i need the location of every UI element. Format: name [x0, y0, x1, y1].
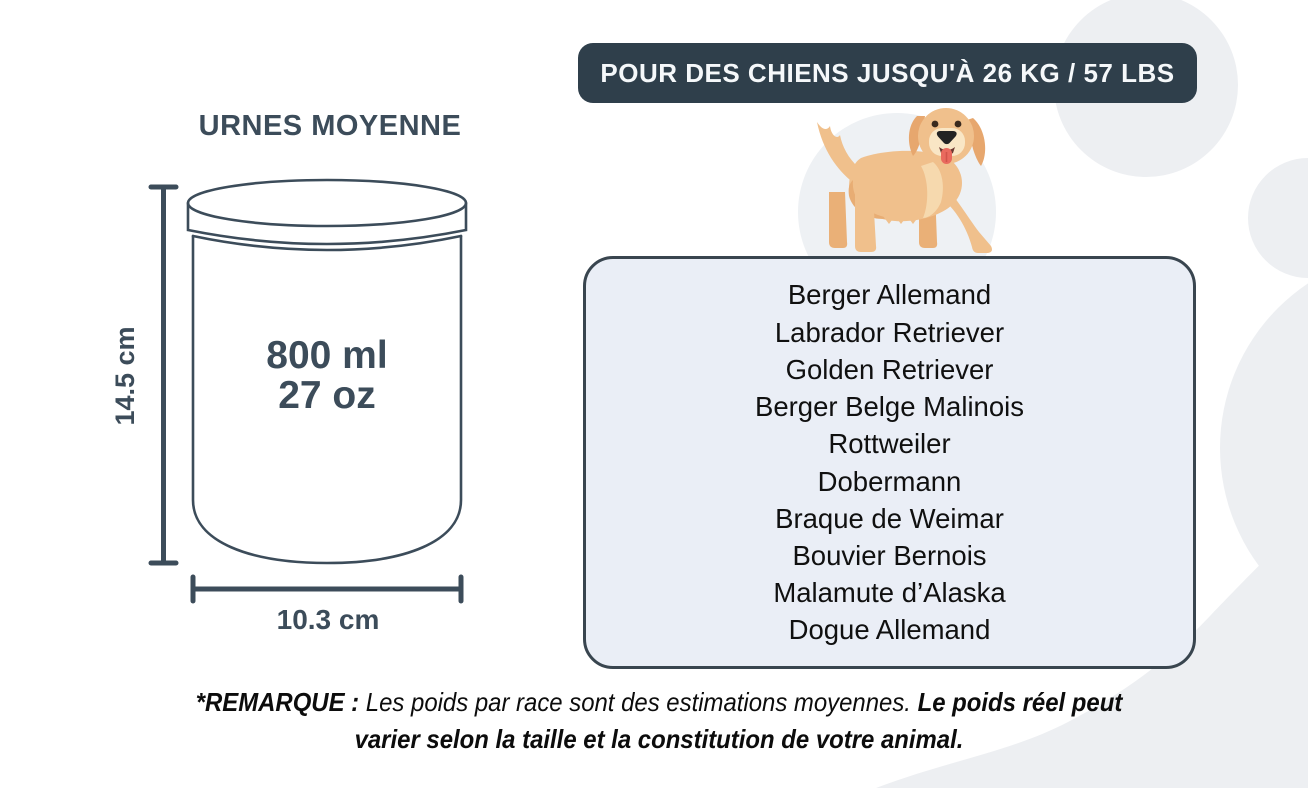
remark-regular: Les poids par race sont des estimations moyennes. — [359, 687, 918, 717]
remark-prefix: *REMARQUE : — [195, 687, 360, 717]
weight-banner — [578, 43, 1197, 103]
dog-eye — [955, 121, 962, 128]
breed-item: Malamute d’Alaska — [773, 577, 1006, 609]
breed-item: Berger Belge Malinois — [754, 391, 1025, 423]
breed-list-card — [583, 256, 1196, 669]
urn-width-label: 10.3 cm — [276, 604, 380, 635]
breed-item: Labrador Retriever — [774, 316, 1005, 348]
breed-item: Braque de Weimar — [775, 502, 1004, 534]
dog-leg — [855, 194, 876, 252]
urn-volume-ml: 800 ml — [266, 334, 388, 377]
breed-item: Golden Retriever — [785, 353, 994, 385]
breed-item: Dogue Allemand — [788, 614, 991, 646]
urn-volume-oz: 27 oz — [278, 374, 376, 417]
dog-leg — [941, 186, 992, 253]
height-dimension-line — [151, 187, 176, 563]
urn-height-label: 14.5 cm — [110, 326, 140, 426]
dog-belly-fur — [883, 216, 919, 224]
breed-item: Berger Allemand — [787, 279, 992, 311]
remark-note — [194, 684, 1123, 758]
golden-retriever-icon — [795, 100, 1015, 258]
dog-leg — [829, 192, 847, 248]
paw-toe-circle — [1248, 158, 1308, 278]
breed-item: Rottweiler — [828, 428, 951, 460]
remark-bold: Le poids réel peut varier selon la taille et la constitution de votre animal. — [354, 687, 1123, 754]
breed-item: Bouvier Bernois — [792, 539, 987, 571]
weight-banner-label: POUR DES CHIENS JUSQU'À 26 KG / 57 LBS — [600, 57, 1175, 88]
width-dimension-line — [193, 577, 461, 601]
urn-title: URNES MOYENNE — [198, 110, 462, 142]
urn-capacity-label — [227, 336, 427, 416]
breed-item: Dobermann — [817, 465, 962, 497]
dog-eye — [932, 121, 939, 128]
